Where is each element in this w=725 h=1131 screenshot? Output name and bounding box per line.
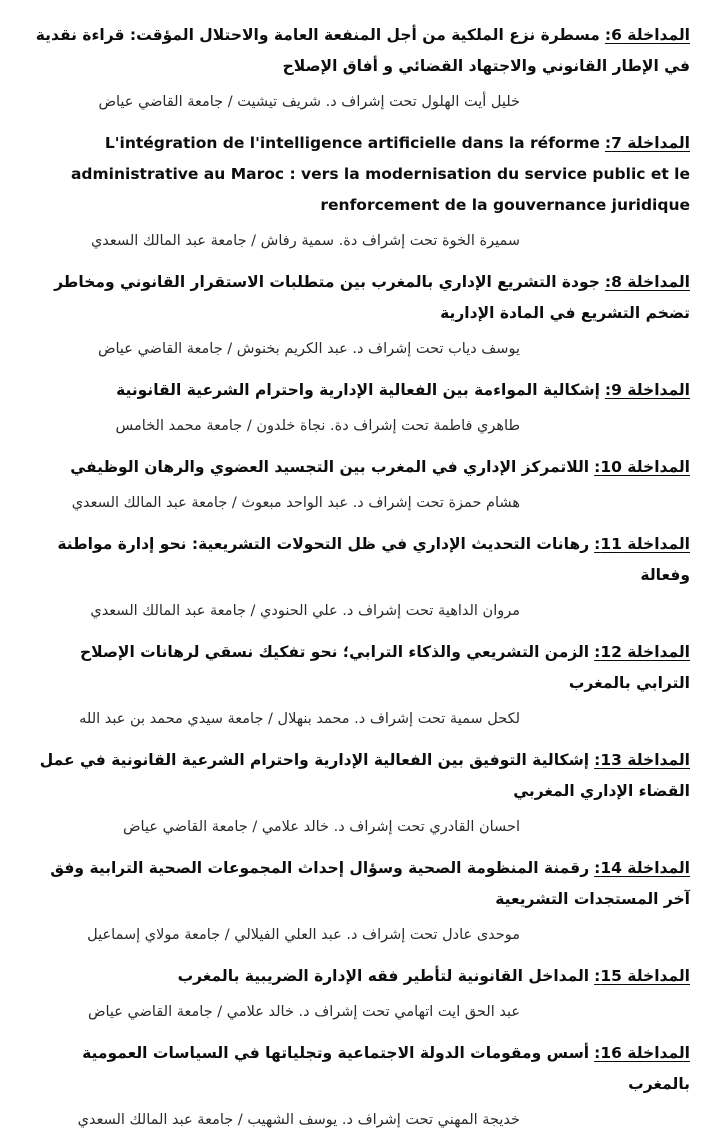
entry-title-text: إشكالية التوفيق بين الفعالية الإدارية واحترام الشرعية القانونية في عمل القضاء الإداري المغربي [39, 751, 690, 800]
entry-title-text: المداخل القانونية لتأطير فقه الإدارة الضريبية بالمغرب [177, 967, 590, 985]
presentation-entry [35, 745, 690, 838]
presentation-entry [35, 637, 690, 730]
entry-title [35, 853, 690, 915]
presenter-line: لكحل سمية تحت إشراف د. محمد بنهلال / جامعة سيدي محمد بن عبد الله [79, 711, 520, 727]
presenter-line: سميرة الخوة تحت إشراف دة. سمية رفاش / جامعة عبد المالك السعدي [90, 233, 520, 249]
presenter-line: خليل أيت الهلول تحت إشراف د. شريف تيشيت / جامعة القاضي عياض [98, 94, 520, 110]
presentation-entry [35, 375, 690, 437]
presenter-line: احسان القادري تحت إشراف د. خالد علامي / جامعة القاضي عياض [123, 819, 520, 835]
presenter-line: هشام حمزة تحت إشراف د. عبد الواحد مبعوث / جامعة عبد المالك السعدي [71, 495, 520, 511]
entry-title [35, 745, 690, 807]
entry-title-text: L'intégration de l'intelligence artificielle dans la réforme administrative au Maroc : vers la modernisation du service public et le renforcement de la gouvernance juridique [70, 134, 690, 214]
presentation-entry [35, 20, 690, 113]
entry-title [35, 529, 690, 591]
presentation-entry [35, 128, 690, 252]
presentation-entry [35, 961, 690, 1023]
entry-title-text: رقمنة المنظومة الصحية وسؤال إحداث المجموعات الصحية الترابية وفق آخر المستجدات التشريعية [50, 859, 690, 908]
entry-title [35, 128, 690, 221]
entry-title [35, 1038, 690, 1100]
presenter-line: طاهري فاطمة تحت إشراف دة. نجاة خلدون / جامعة محمد الخامس [115, 418, 520, 434]
entry-number-label: المداخلة 6: [604, 26, 690, 44]
entry-number-label: المداخلة 11: [594, 535, 690, 553]
entry-number-label: المداخلة 12: [594, 643, 690, 661]
entry-title-text: رهانات التحديث الإداري في ظل التحولات التشريعية: نحو إدارة مواطنة وفعالة [57, 535, 690, 584]
entry-title [35, 20, 690, 82]
entry-title-text: أسس ومقومات الدولة الاجتماعية وتجلياتها في السياسات العمومية بالمغرب [82, 1044, 690, 1093]
entry-title-text: مسطرة نزع الملكية من أجل المنفعة العامة والاحتلال المؤقت: قراءة نقدية في الإطار القانوني والاجتهاد القضائي و أفاق الإصلاح [35, 26, 690, 75]
entry-number-label: المداخلة 13: [594, 751, 690, 769]
entry-number-label: المداخلة 7: [604, 134, 690, 152]
entry-number-label: المداخلة 15: [594, 967, 690, 985]
entry-number-label: المداخلة 14: [594, 859, 690, 877]
entry-title [35, 961, 690, 992]
presentation-entry [35, 529, 690, 622]
presenter-line: مروان الداهية تحت إشراف د. علي الحنودي / جامعة عبد المالك السعدي [90, 603, 520, 619]
entry-number-label: المداخلة 16: [594, 1044, 690, 1062]
entry-title [35, 375, 690, 406]
entry-number-label: المداخلة 10: [594, 458, 690, 476]
presenter-line: موحدى عادل تحت إشراف د. عبد العلي الفيلالي / جامعة مولاي إسماعيل [87, 927, 520, 943]
presenter-line: يوسف دياب تحت إشراف د. عبد الكريم بخنوش / جامعة القاضي عياض [97, 341, 520, 357]
entry-title [35, 267, 690, 329]
presentation-entry [35, 267, 690, 360]
entry-title-text: جودة التشريع الإداري بالمغرب بين متطلبات الاستقرار القانوني ومخاطر تضخم التشريع في المادة الإدارية [54, 273, 690, 322]
presenter-line: عبد الحق ايت اتهامي تحت إشراف د. خالد علامي / جامعة القاضي عياض [87, 1004, 520, 1020]
presenter-line: خديجة المهني تحت إشراف د. يوسف الشهيب / جامعة عبد المالك السعدي [77, 1112, 520, 1128]
entry-number-label: المداخلة 8: [604, 273, 690, 291]
entry-title-text: اللاتمركز الإداري في المغرب بين التجسيد العضوي والرهان الوظيفي [70, 458, 590, 476]
entry-number-label: المداخلة 9: [604, 381, 690, 399]
entry-title [35, 452, 690, 483]
presentation-list [35, 20, 690, 1131]
entry-title-text: الزمن التشريعي والذكاء الترابي؛ نحو تفكيك نسقي لرهانات الإصلاح الترابي بالمغرب [80, 643, 690, 692]
presentation-entry [35, 853, 690, 946]
entry-title [35, 637, 690, 699]
presentation-entry [35, 1038, 690, 1131]
presentation-entry [35, 452, 690, 514]
entry-title-text: إشكالية المواءمة بين الفعالية الإدارية واحترام الشرعية القانونية [116, 381, 600, 399]
